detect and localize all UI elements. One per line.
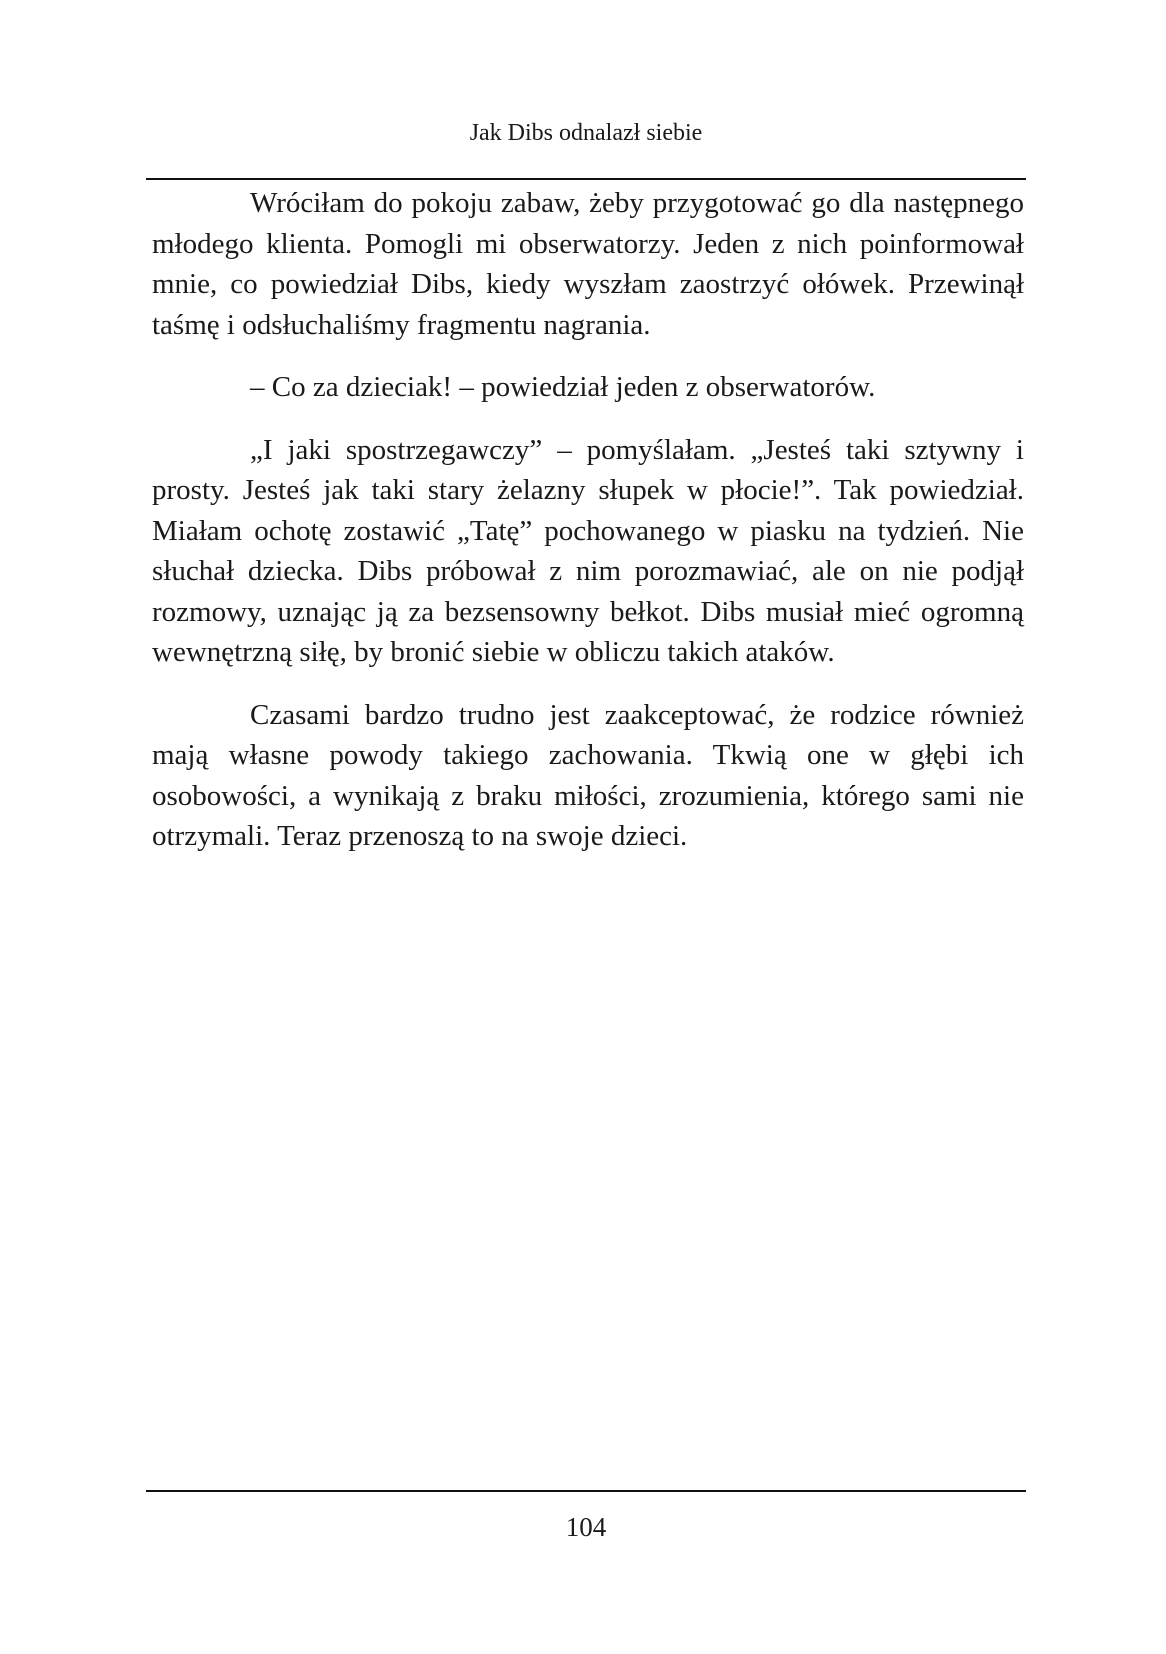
body-paragraph-1: Wróciłam do pokoju zabaw, żeby przygotować go dla następnego młodego klienta. Pomogli mi obserwatorzy. Jeden z nich poinformował mnie, co powiedział Dibs, kiedy wyszłam zaostrzyć ołówek. Przewinął taśmę i odsłuchaliśmy fragmentu nagrania. <box>152 187 1024 341</box>
running-header-title: Jak Dibs odnalazł siebie <box>469 120 703 146</box>
header-rule <box>146 178 1026 180</box>
body-paragraph-4: Czasami bardzo trudno jest zaakceptować, że rodzice również mają własne powody takiego zachowania. Tkwią one w głębi ich osobowości, a wynikają z braku miłości, zrozumienia, którego sami nie otrzymali. Teraz przenoszą to na swoje dzieci. <box>152 698 1024 852</box>
body-paragraph-2: – Co za dzieciak! – powiedział jeden z obserwatorów. <box>250 371 876 403</box>
page-number: 104 <box>565 1512 607 1542</box>
body-paragraph-3: „I jaki spostrzegawczy” – pomyślałam. „Jesteś taki sztywny i prosty. Jesteś jak taki stary żelazny słupek w płocie!”. Tak powiedział. Miałam ochotę zostawić „Tatę” pochowanego w piasku na tydzień. Nie słuchał dziecka. Dibs próbował z nim porozmawiać, ale on nie podjął rozmowy, uznając ją za bezsensowny bełkot. Dibs musiał mieć ogromną wewnętrzną siłę, by bronić siebie w obliczu takich ataków. <box>152 433 1024 668</box>
page-body <box>152 183 1024 879</box>
footer-rule <box>146 1490 1026 1492</box>
